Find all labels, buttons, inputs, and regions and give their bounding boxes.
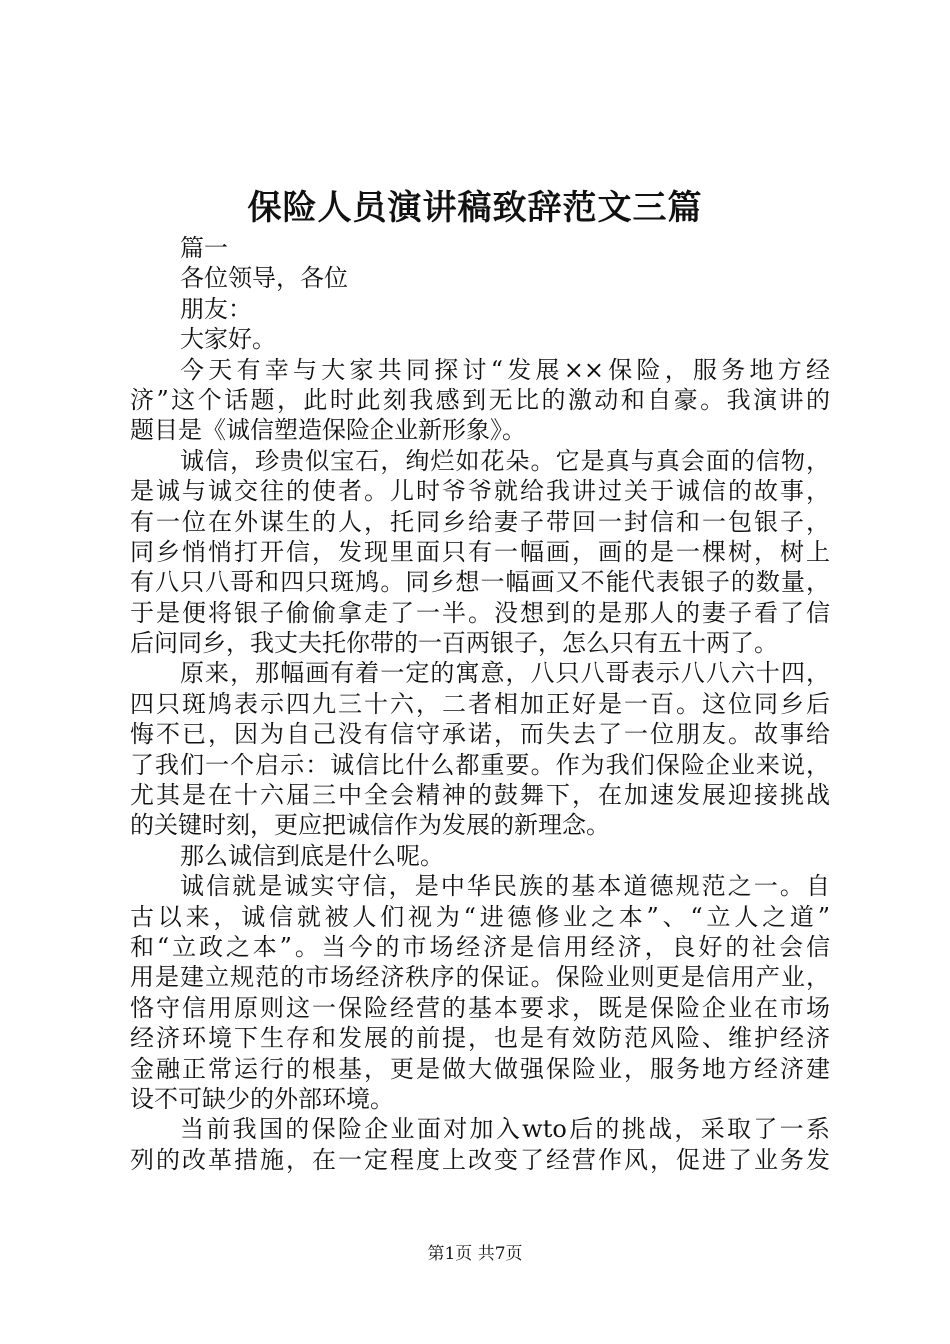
paragraph-line: 是诚与诚交往的使者。儿时爷爷就给我讲过关于诚信的故事， bbox=[130, 477, 830, 506]
salutation-line: 朋友： bbox=[180, 294, 252, 323]
paragraph-line: 四只斑鸠表示四九三十六，二者相加正好是一百。这位同乡后 bbox=[130, 689, 830, 718]
paragraph-line: 和“立政之本”。当今的市场经济是信用经济，良好的社会信 bbox=[130, 932, 830, 961]
paragraph-line: 了我们一个启示：诚信比什么都重要。作为我们保险企业来说， bbox=[130, 750, 830, 779]
document-title: 保险人员演讲稿致辞范文三篇 bbox=[247, 188, 703, 228]
page-number-footer: 第1页 共7页 bbox=[427, 1244, 523, 1264]
paragraph-line: 恪守信用原则这一保险经营的基本要求，既是保险企业在市场 bbox=[130, 993, 830, 1022]
paragraph-line: 今天有幸与大家共同探讨“发展××保险，服务地方经 bbox=[180, 355, 830, 384]
paragraph-line: 设不可缺少的外部环境。 bbox=[130, 1084, 394, 1113]
paragraph-line: 的关键时刻，更应把诚信作为发展的新理念。 bbox=[130, 811, 610, 840]
paragraph-line: 古以来，诚信就被人们视为“进德修业之本”、“立人之道” bbox=[130, 902, 830, 931]
paragraph-line: 原来，那幅画有着一定的寓意，八只八哥表示八八六十四， bbox=[180, 659, 830, 688]
paragraph-line: 当前我国的保险企业面对加入wto后的挑战，采取了一系 bbox=[180, 1115, 830, 1144]
paragraph-line: 那么诚信到底是什么呢。 bbox=[180, 841, 444, 870]
paragraph-line: 同乡悄悄打开信，发现里面只有一幅画，画的是一棵树，树上 bbox=[130, 537, 830, 566]
paragraph-line: 尤其是在十六届三中全会精神的鼓舞下，在加速发展迎接挑战 bbox=[130, 781, 830, 810]
paragraph-line: 济”这个话题，此时此刻我感到无比的激动和自豪。我演讲的 bbox=[130, 385, 830, 414]
paragraph-line: 经济环境下生存和发展的前提，也是有效防范风险、维护经济 bbox=[130, 1024, 830, 1053]
paragraph-line: 题目是《诚信塑造保险企业新形象》。 bbox=[130, 416, 526, 445]
paragraph-line: 诚信就是诚实守信，是中华民族的基本道德规范之一。自 bbox=[180, 872, 830, 901]
paragraph-line: 金融正常运行的根基，更是做大做强保险业，服务地方经济建 bbox=[130, 1054, 830, 1083]
paragraph-line: 悔不已，因为自己没有信守承诺，而失去了一位朋友。故事给 bbox=[130, 720, 830, 749]
paragraph-line: 后问同乡，我丈夫托你带的一百两银子，怎么只有五十两了。 bbox=[130, 629, 778, 658]
paragraph-line: 有一位在外谋生的人，托同乡给妻子带回一封信和一包银子， bbox=[130, 507, 830, 536]
section-heading: 篇一 bbox=[180, 234, 228, 262]
salutation-line: 各位领导，各位 bbox=[180, 264, 348, 293]
paragraph-line: 有八只八哥和四只斑鸠。同乡想一幅画又不能代表银子的数量， bbox=[130, 568, 830, 597]
paragraph-line: 列的改革措施，在一定程度上改变了经营作风，促进了业务发 bbox=[130, 1145, 830, 1174]
greeting-line: 大家好。 bbox=[180, 325, 276, 354]
paragraph-line: 用是建立规范的市场经济秩序的保证。保险业则更是信用产业， bbox=[130, 963, 830, 992]
paragraph-line: 于是便将银子偷偷拿走了一半。没想到的是那人的妻子看了信 bbox=[130, 598, 830, 627]
document-body bbox=[130, 233, 830, 1175]
paragraph-line: 诚信，珍贵似宝石，绚烂如花朵。它是真与真会面的信物， bbox=[180, 446, 830, 475]
